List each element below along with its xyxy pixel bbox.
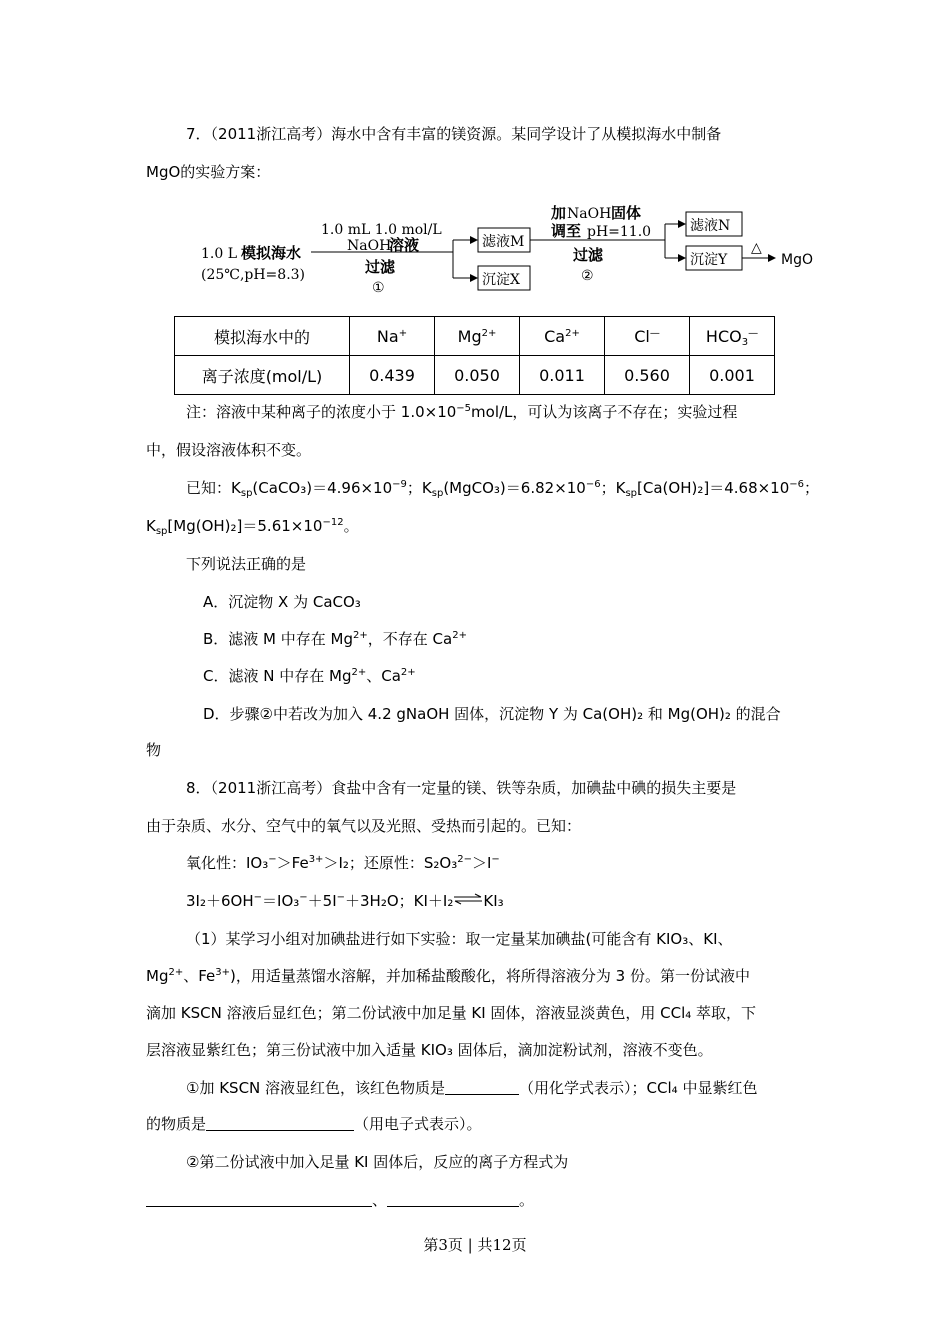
ion-value: 0.439 <box>350 356 435 395</box>
seawater-label: 模拟海水 <box>241 244 302 262</box>
ion-charge: — <box>649 327 660 339</box>
table-row-values <box>175 356 775 395</box>
ion-base: Cl <box>634 326 650 346</box>
table-header-row2: 离子浓度(mol/L) <box>175 356 350 395</box>
ion-value: 0.011 <box>520 356 605 395</box>
ion-base: HCO <box>705 326 742 346</box>
q8-sub1-line-1: ①加 KSCN 溶液显红色，该红色物质是 （用化学式表示）；CCl₄ 中显紫红色 <box>186 1079 758 1097</box>
heat-symbol: △ <box>751 240 762 256</box>
q8-sub2-answer-line: 、 。 <box>146 1190 534 1210</box>
step2-number: ② <box>581 268 594 284</box>
ion-cell <box>520 317 605 356</box>
ion-value: 0.001 <box>690 356 775 395</box>
seawater-condition: (25℃,pH=8.3) <box>201 267 306 283</box>
experiment-flow-diagram <box>195 200 835 300</box>
q8-stem-line-1: 8．（2011浙江高考）食盐中含有一定量的镁、铁等杂质，加碘盐中碘的损失主要是 <box>186 779 737 797</box>
precipitate-x-label: 沉淀X <box>482 272 520 288</box>
ion-subscript: 3 <box>741 336 749 348</box>
step1-operation: 过滤 <box>365 258 396 276</box>
ksp-line-2: $K_{sp}[Mg(OH)_2]=5.61\times 10^{-12}$。 <box>146 517 359 537</box>
product-label: MgO <box>781 252 813 268</box>
step2-reagent-2b: pH=11.0 <box>587 224 652 240</box>
ion-charge: + <box>398 327 408 339</box>
q8-part1-line-4: 层溶液显紫红色；第三份试液中加入适量 KIO₃ 固体后，滴加淀粉试剂，溶液不变色。 <box>146 1041 713 1059</box>
q8-stem-line-2: 由于杂质、水分、空气中的氧气以及光照、受热而引起的。已知： <box>146 817 582 835</box>
q8-sub1-line-2: 的物质是 （用电子式表示）。 <box>146 1115 482 1133</box>
step1-reagent-1: 1.0 mL 1.0 mol/L <box>321 222 442 238</box>
ion-cell <box>435 317 520 356</box>
step1-reagent-2b: 溶液 <box>389 236 420 254</box>
answer-blank-formula[interactable] <box>445 1080 519 1095</box>
ion-cell <box>690 317 775 356</box>
ksp-line-1: 已知：$K_{sp}(CaCO_3)=4.96\times 10^{-9}$；$K_{sp}(MgCO_3)=6.82\times 10^{-6}$；$K_{sp}[Ca(OH)_2]=4.68\times 10^{-6}$； <box>186 479 820 499</box>
filtrate-m-label: 滤液M <box>482 234 525 250</box>
table-row-ions <box>175 317 775 356</box>
ion-base: Na <box>376 326 399 346</box>
q7-note-line-2: 中，假设溶液体积不变。 <box>146 441 312 459</box>
step2-reagent-1b: NaOH <box>567 206 612 222</box>
step2-operation: 过滤 <box>573 246 604 264</box>
ion-charge: 2+ <box>481 327 497 339</box>
q7-note-line-1: 注：溶液中某种离子的浓度小于 $1.0\times 10^{-5}mol/L$，可认为该离子不存在；实验过程 <box>186 403 738 421</box>
q8-part1-line-1: （1）某学习小组对加碘盐进行如下实验：取一定量某加碘盐(可能含有 KIO₃、KI、 <box>186 930 733 948</box>
step1-number: ① <box>372 280 385 296</box>
option-b: B．滤液 M 中存在 $Mg^{2+}$，不存在 $Ca^{2+}$ <box>203 630 467 648</box>
step2-reagent-1a: 加 <box>551 204 567 222</box>
answer-blank-electron-formula[interactable] <box>206 1116 354 1131</box>
q8-part1-line-3: 滴加 KSCN 溶液后显红色；第二份试液中加足量 KI 固体，溶液显淡黄色，用 CCl₄ 萃取，下 <box>146 1004 757 1022</box>
equilibrium-arrow-icon <box>453 893 483 905</box>
seawater-volume: 1.0 L <box>201 246 238 262</box>
answer-blank-equation-2[interactable] <box>387 1192 519 1207</box>
ion-cell <box>350 317 435 356</box>
option-d-line-1: D．步骤②中若改为加入 4.2 gNaOH 固体，沉淀物 Y 为 Ca(OH)₂ 和 Mg(OH)₂ 的混合 <box>203 705 781 723</box>
q8-equation-line: 3I₂＋6OH−＝IO₃−＋5I−＋3H₂O；KI＋I₂ KI₃ <box>186 892 504 910</box>
ion-charge: 2+ <box>565 327 580 339</box>
ion-base: Mg <box>457 326 482 346</box>
q8-part1-line-2: $Mg^{2+}$、$Fe^{3+}$)，用适量蒸馏水溶解，并加稀盐酸酸化，将所得溶液分为 3 份。第一份试液中 <box>146 967 750 985</box>
step1-reagent-2a: NaOH <box>347 238 392 254</box>
precipitate-y-label: 沉淀Y <box>690 252 728 268</box>
ion-value: 0.560 <box>605 356 690 395</box>
option-d-line-2: 物 <box>146 741 162 759</box>
q7-question: 下列说法正确的是 <box>186 555 307 573</box>
filtrate-n-label: 滤液N <box>690 218 731 234</box>
option-a: A．沉淀物 X 为 CaCO₃ <box>203 593 361 611</box>
ion-concentration-table <box>174 316 775 395</box>
q7-stem-line-1: 7．（2011浙江高考）海水中含有丰富的镁资源。某同学设计了从模拟海水中制备 <box>186 125 722 143</box>
q7-stem-line-2: MgO的实验方案： <box>146 163 271 181</box>
step2-reagent-2a: 调至 <box>551 222 582 240</box>
q8-oxidation-line: 氧化性：$IO_3^->Fe^{3+}>I_2$；还原性：S₂O₃$^{2-}$＞I− <box>186 854 500 872</box>
ion-base: Ca <box>544 326 566 346</box>
q8-sub2-line: ②第二份试液中加入足量 KI 固体后，反应的离子方程式为 <box>186 1153 569 1171</box>
option-c: C．滤液 N 中存在 $Mg^{2+}$、$Ca^{2+}$ <box>203 667 416 685</box>
page-footer: 第3页 | 共12页 <box>423 1236 527 1254</box>
answer-blank-equation-1[interactable] <box>146 1192 372 1207</box>
ion-cell <box>605 317 690 356</box>
ion-charge: — <box>748 327 759 339</box>
table-header-row1: 模拟海水中的 <box>175 317 350 356</box>
step2-reagent-1c: 固体 <box>611 204 642 222</box>
ion-value: 0.050 <box>435 356 520 395</box>
